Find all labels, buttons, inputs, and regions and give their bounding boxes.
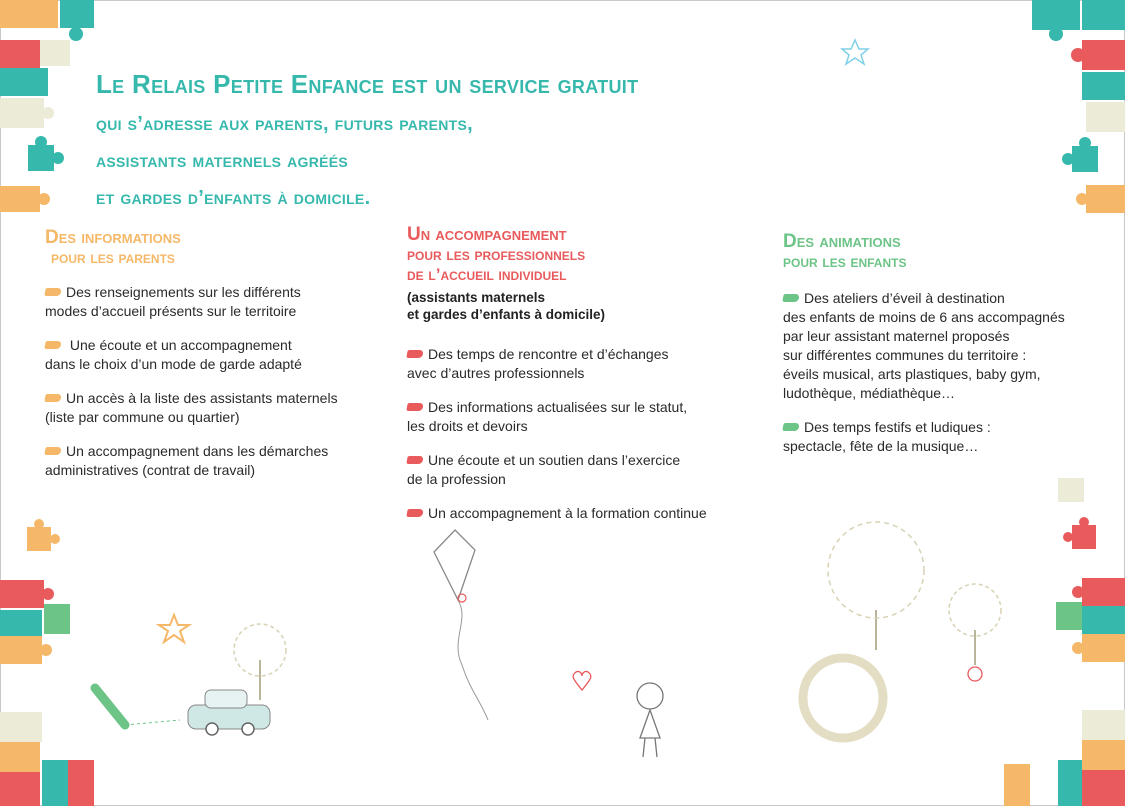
professionals-heading-line-2: pour les professionnels: [407, 245, 586, 264]
bullet-icon: [406, 456, 423, 464]
list-item-text: Une écoute et un soutien dans l’exercice de la profession: [407, 452, 681, 487]
list-item: [407, 504, 737, 523]
professionals-column: [407, 225, 737, 538]
bullet-icon: [44, 288, 61, 296]
professionals-heading-line-3: de l’accueil individuel: [407, 265, 567, 284]
list-item-text: Des temps de rencontre et d’échanges avec d’autres professionnels: [407, 346, 669, 381]
parents-list: [45, 283, 365, 480]
title-line-1: Le Relais Petite Enfance est un service gratuit: [96, 69, 639, 99]
title-line-2: qui s’adresse aux parents, futurs parents,: [96, 113, 474, 135]
professionals-subtitle: [407, 289, 737, 323]
list-item: [45, 442, 365, 480]
list-item: [45, 389, 365, 427]
children-heading-line-2: pour les enfants: [783, 252, 907, 271]
list-item: [783, 289, 1083, 403]
bullet-icon: [406, 509, 423, 517]
bullet-icon: [44, 341, 61, 349]
children-heading: [783, 232, 1083, 272]
list-item-text: Des temps festifs et ludiques : spectacle, fête de la musique…: [783, 419, 991, 454]
parents-heading: [45, 228, 365, 268]
title-line-4: et gardes d’enfants à domicile.: [96, 187, 371, 209]
list-item-text: Des renseignements sur les différents modes d’accueil présents sur le territoire: [45, 284, 301, 319]
page-title: [96, 64, 638, 212]
list-item: [407, 451, 737, 489]
list-item-text: Une écoute et un accompagnement dans le choix d’un mode de garde adapté: [45, 337, 302, 372]
parents-column: [45, 228, 365, 495]
parents-heading-line-1: Des informations: [45, 227, 181, 248]
list-item-text: Un accès à la liste des assistants maternels (liste par commune ou quartier): [45, 390, 338, 425]
professionals-heading: [407, 225, 737, 285]
parents-heading-line-2: pour les parents: [51, 248, 175, 267]
professionals-subtitle-line-2: et gardes d’enfants à domicile): [407, 307, 606, 322]
bullet-icon: [406, 350, 423, 358]
professionals-heading-line-1: Un accompagnement: [407, 224, 567, 245]
list-item: [407, 345, 737, 383]
list-item-text: Des ateliers d’éveil à destination des enfants de moins de 6 ans accompagnés par leur assistant maternel proposés sur différentes communes du territoire : éveils musical, arts plastiques, baby gym, ludothèque, médiathèque…: [783, 290, 1065, 401]
title-line-3: assistants maternels agréés: [96, 150, 349, 172]
children-list: [783, 289, 1083, 456]
list-item: [783, 418, 1083, 456]
bullet-icon: [44, 394, 61, 402]
children-heading-line-1: Des animations: [783, 231, 901, 252]
bullet-icon: [44, 447, 61, 455]
bullet-icon: [782, 294, 799, 302]
professionals-list: [407, 345, 737, 523]
list-item-text: Un accompagnement à la formation continue: [428, 505, 707, 521]
list-item-text: Des informations actualisées sur le statut, les droits et devoirs: [407, 399, 688, 434]
list-item: [45, 283, 365, 321]
list-item-text: Un accompagnement dans les démarches administratives (contrat de travail): [45, 443, 329, 478]
list-item: [407, 398, 737, 436]
bullet-icon: [782, 423, 799, 431]
children-column: [783, 232, 1083, 471]
list-item: [45, 336, 365, 374]
professionals-subtitle-line-1: (assistants maternels: [407, 290, 546, 305]
bullet-icon: [406, 403, 423, 411]
